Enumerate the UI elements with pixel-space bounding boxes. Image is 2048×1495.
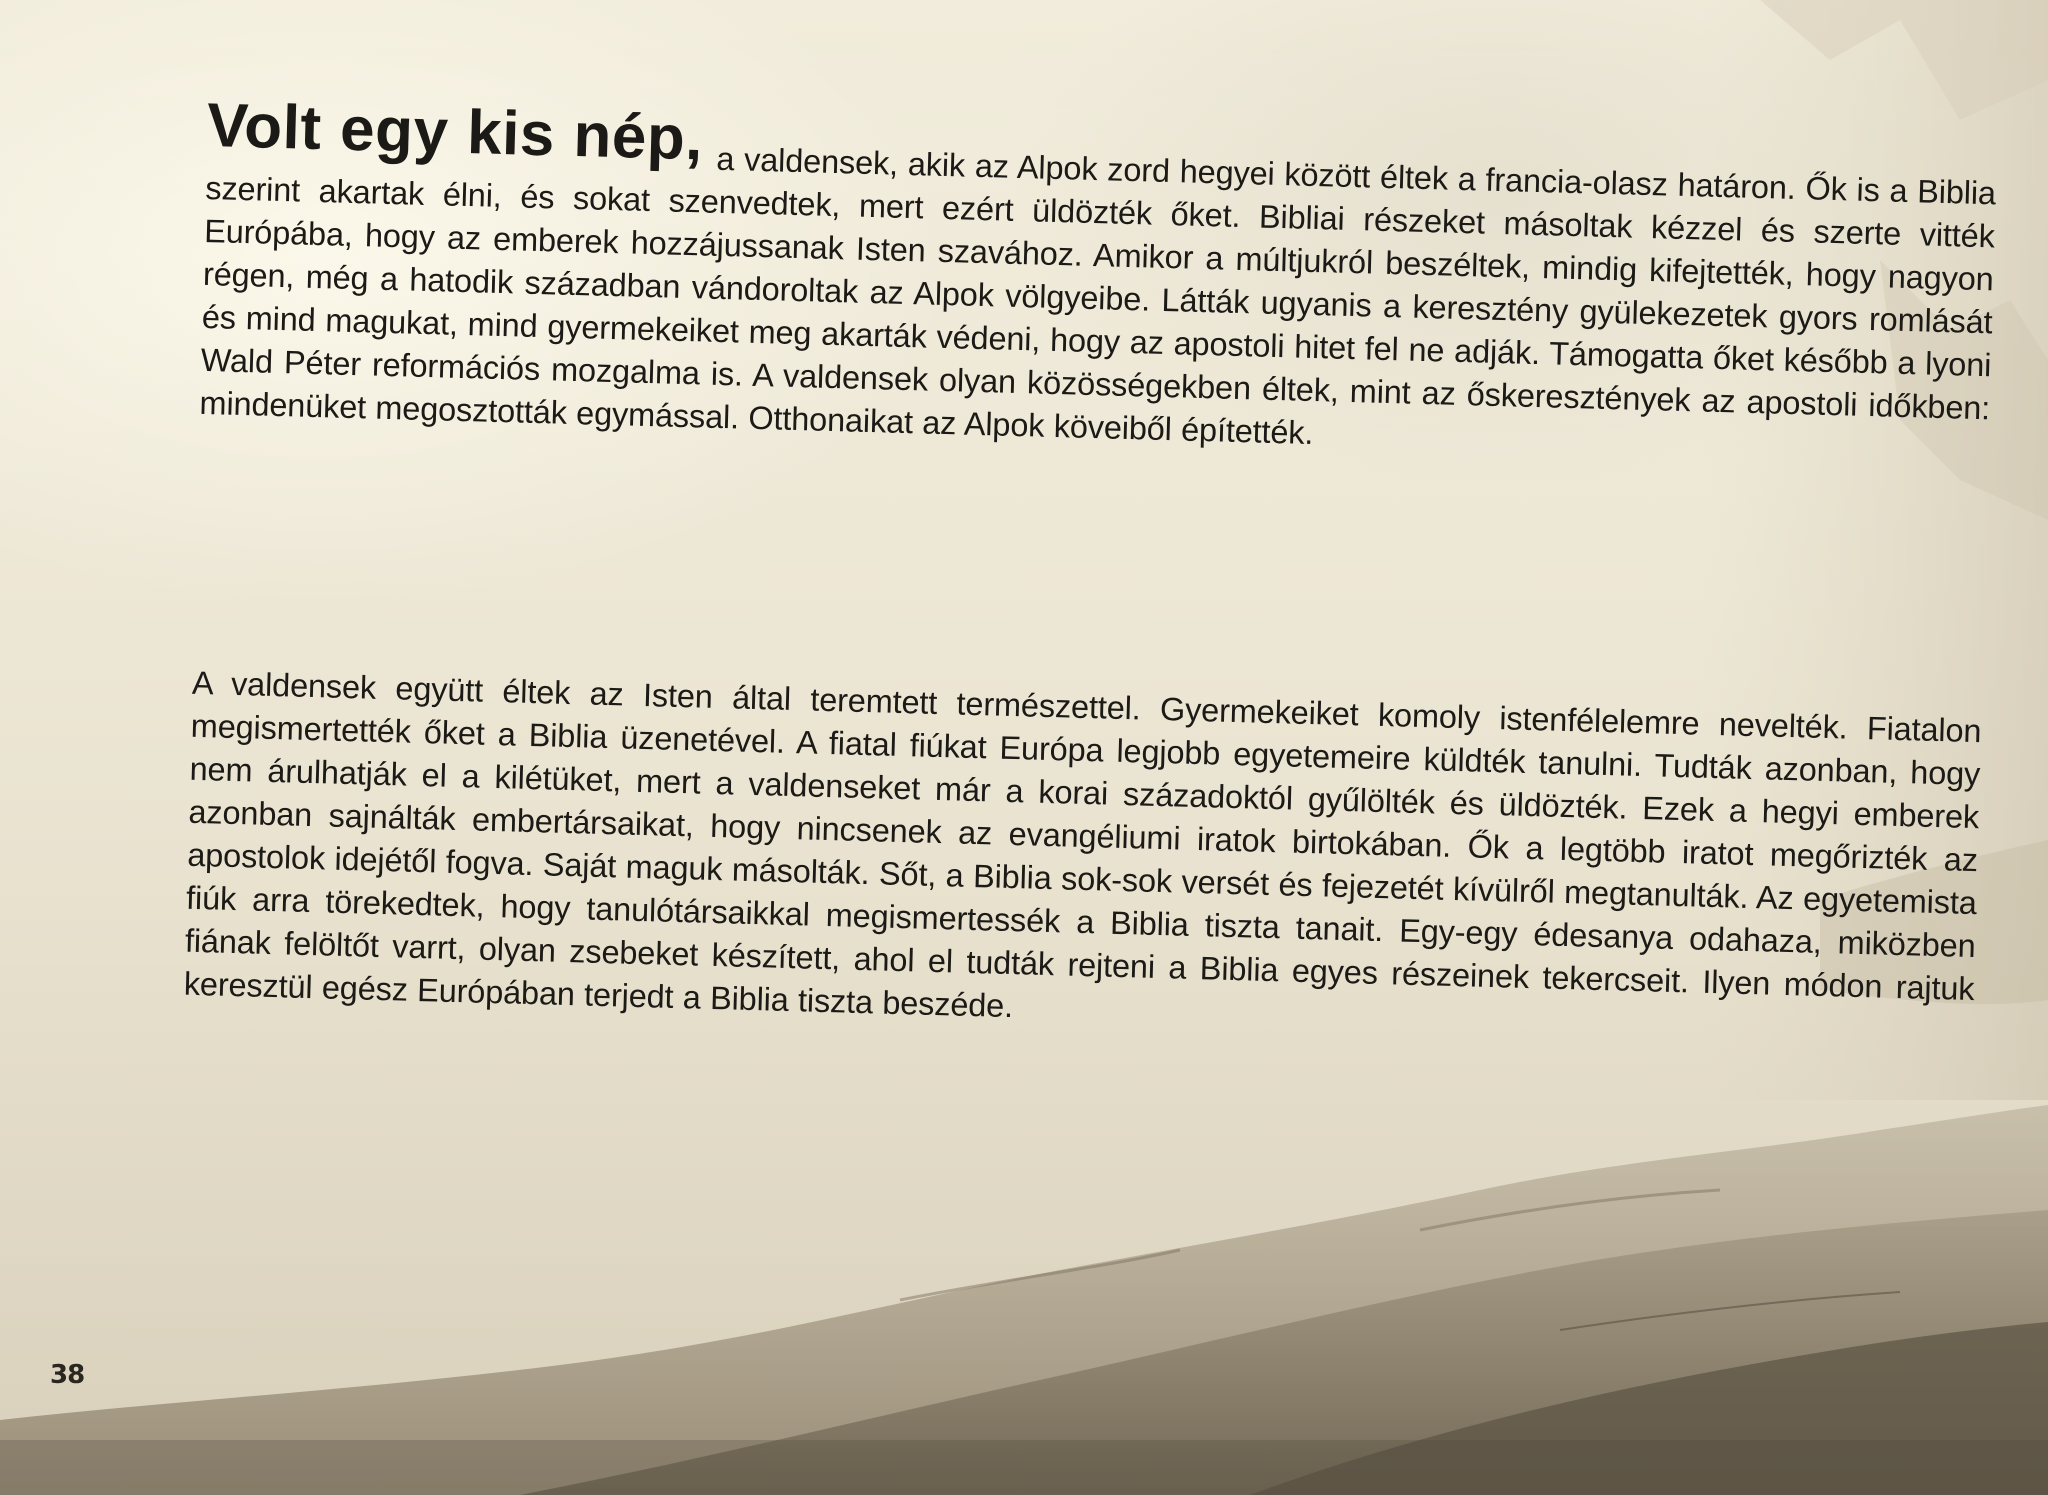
intro-paragraph	[199, 91, 1997, 473]
intro-paragraph-text: a valdensek, akik az Alpok zord hegyei között éltek a francia-olasz határon. Ők is a Biblia szerint akartak élni, és sokat szenvedtek, mert ezért üldözték őket. Bibliai részeket másoltak kézzel és szerte vitték Európába, hogy az emberek hozzájussanak Isten szavához. Amikor a múltjukról beszéltek, mindig kifejtették, hogy nagyon régen, még a hatodik században vándoroltak az Alpok völgyeibe. Látták ugyanis a keresztény gyülekezetek gyors romlását és mind magukat, mind gyermekeiket meg akarták védeni, hogy az apostoli hitet fel ne adják. Támogatta őket később a lyoni Wald Péter reformációs mozgalma is. A valdensek olyan közösségekben éltek, mint az őskeresztények az apostoli időkben: mindenüket megosztották egymással. Otthonaikat az Alpok köveiből építették.	[199, 140, 1997, 452]
lead-in-heading: Volt egy kis nép,	[206, 91, 704, 174]
article-text	[177, 92, 2018, 1301]
second-paragraph: A valdensek együtt éltek az Isten által teremtett természettel. Gyermekeiket komoly istenfélelemre nevelték. Fiatalon megismertették őket a Biblia üzenetével. A fiatal fiúkat Európa legjobb egyetemeire küldték tanulni. Tudták azonban, hogy nem árulhatják el a kilétüket, mert a valdenseket már a korai századoktól gyűlölték és üldözték. Ezek a hegyi emberek azonban sajnálták embertársaikat, hogy nincsenek az evangéliumi iratok birtokában. Ők a legtöbb iratot megőrizték az apostolok idejétől fogva. Saját maguk másolták. Sőt, a Biblia sok-sok versét és fejezetét kívülről megtanulták. Az egyetemista fiúk arra törekedtek, hogy tanulótársaikkal megismertessék a Biblia tiszta tanait. Egy-egy édesanya odahaza, miközben fiának felöltőt varrt, olyan zsebeket készített, ahol el tudták rejteni a Biblia egyes részeinek tekercseit. Ilyen módon rajtuk keresztül egész Európában terjedt a Biblia tiszta beszéde.	[183, 664, 1982, 1025]
page-number: 38	[50, 1360, 85, 1390]
